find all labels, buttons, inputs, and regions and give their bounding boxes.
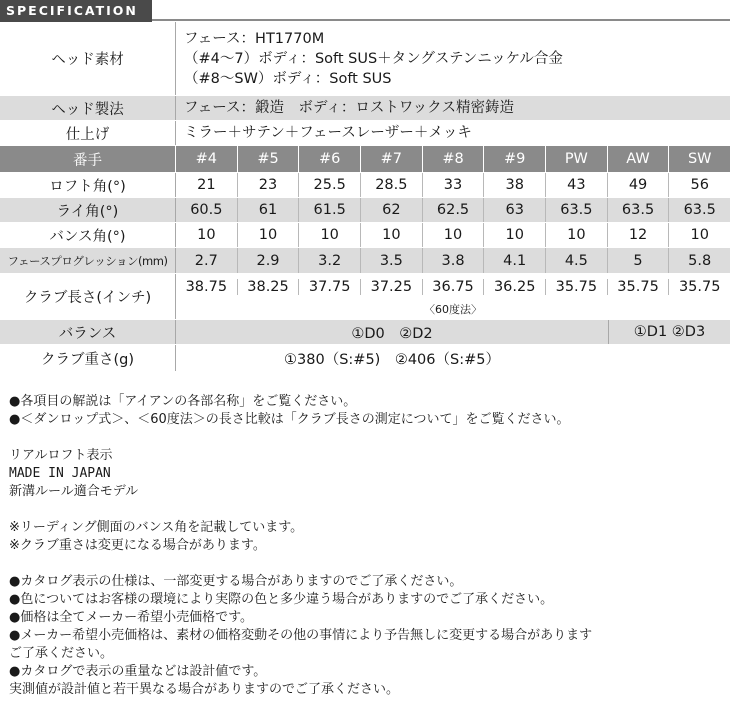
- cell-lie: 62: [360, 198, 422, 222]
- header-rule: [152, 19, 730, 21]
- note-line: ●価格は全てメーカー希望小売価格です。: [9, 610, 254, 625]
- cell-number: #8: [422, 146, 484, 172]
- label-length: クラブ長さ(インチ): [0, 274, 176, 319]
- cell-bounce: 10: [197, 227, 216, 243]
- cell-progression: 3.5: [360, 248, 422, 273]
- note-line: ●＜ダンロップ式＞、＜60度法＞の長さ比較は「クラブ長さの測定について」をご覧ください。: [9, 412, 570, 427]
- value-weight: ①380（S:#5) ②406（S:#5）: [284, 351, 500, 368]
- cell-loft: 33: [422, 173, 484, 197]
- row-head-method: [0, 96, 730, 121]
- cell-length: 38.75: [185, 278, 228, 295]
- cell-bounce: 10: [360, 223, 422, 247]
- cell-loft: 38: [483, 173, 545, 197]
- section-header: [0, 0, 152, 22]
- note-line: ご了承ください。: [9, 646, 114, 661]
- cell-bounce: 10: [668, 223, 730, 247]
- label-head-material: ヘッド素材: [0, 22, 176, 95]
- cell-number: #9: [483, 146, 545, 172]
- cell-bounce: 10: [237, 223, 299, 247]
- cell-loft: 43: [545, 173, 607, 197]
- note-line: MADE IN JAPAN: [9, 466, 111, 481]
- cell-lie: 63.5: [607, 198, 669, 222]
- bounce-cells: [176, 223, 730, 247]
- loft-cells: [176, 173, 730, 197]
- note-spacer: [9, 501, 724, 519]
- cell-number: #6: [298, 146, 360, 172]
- cell-lie: 61: [237, 198, 299, 222]
- row-progression: [0, 248, 730, 274]
- length-method-note: 〈60度法〉: [424, 303, 482, 316]
- cell-progression: 2.9: [237, 248, 299, 273]
- cell-bounce: 10: [298, 223, 360, 247]
- head-material-line: （#4〜7）ボディ：Soft SUS＋タングステンニッケル合金: [184, 50, 563, 67]
- cell-length: 37.75: [298, 279, 360, 295]
- cell-bounce: 10: [483, 223, 545, 247]
- row-loft: [0, 173, 730, 198]
- progression-cells: [176, 248, 730, 273]
- cell-lie: 63: [483, 198, 545, 222]
- cell-progression: 5.8: [668, 248, 730, 273]
- note-line: ●カタログ表示の仕様は、一部変更する場合がありますのでご了承ください。: [9, 574, 463, 589]
- cell-progression: 2.7: [194, 252, 218, 269]
- lie-cells: [176, 198, 730, 222]
- row-head-material: [0, 22, 730, 96]
- cell-length: 35.75: [668, 279, 730, 295]
- cell-loft: 28.5: [360, 173, 422, 197]
- cell-length: 36.25: [483, 279, 545, 295]
- cell-loft: 23: [237, 173, 299, 197]
- note-spacer: [9, 555, 724, 573]
- head-material-line: （#8〜SW）ボディ：Soft SUS: [184, 70, 392, 87]
- value-head-material: [184, 22, 563, 95]
- value-head-method: フェース：鍛造 ボディ：ロストワックス精密鋳造: [184, 100, 515, 116]
- note-line: 実測値が設計値と若干異なる場合がありますのでご了承ください。: [9, 682, 400, 697]
- note-line: リアルロフト表示: [9, 448, 113, 463]
- balance-value-irons: ①D0 ②D2: [176, 320, 609, 344]
- note-line: ●各項目の解説は「アイアンの各部名称」をご覧ください。: [9, 394, 357, 409]
- label-progression: フェースプログレッション(mm): [0, 248, 176, 273]
- spec-table: [0, 22, 730, 372]
- row-length: [0, 274, 730, 320]
- note-line: ●メーカー希望小売価格は、素材の価格変動その他の事情により予告無しに変更する場合があります: [9, 628, 593, 643]
- label-finish: 仕上げ: [0, 121, 176, 145]
- cell-length: 37.25: [360, 279, 422, 295]
- cell-lie: 63.5: [668, 198, 730, 222]
- cell-number: #7: [360, 146, 422, 172]
- label-lie: ライ角(°): [0, 198, 176, 222]
- cell-bounce: 10: [422, 223, 484, 247]
- cell-loft: 25.5: [298, 173, 360, 197]
- note-line: ※リーディング側面のバンス角を記載しています。: [9, 520, 304, 535]
- cell-lie: 63.5: [545, 198, 607, 222]
- note-spacer: [9, 429, 724, 447]
- cell-progression: 3.8: [422, 248, 484, 273]
- cell-number: PW: [545, 146, 607, 172]
- row-lie: [0, 198, 730, 223]
- cell-length: 35.75: [607, 279, 669, 295]
- cell-length: 36.75: [422, 279, 484, 295]
- section-title: SPECIFICATION: [6, 3, 138, 18]
- balance-value-wedges: ①D1 ②D3: [633, 324, 706, 340]
- label-weight: クラブ重さ(g): [0, 345, 176, 371]
- cell-length: 38.25: [237, 279, 299, 295]
- label-bounce: バンス角(°): [0, 223, 176, 247]
- cell-progression: 4.1: [483, 248, 545, 273]
- label-head-method: ヘッド製法: [0, 96, 176, 120]
- note-line: ●カタログで表示の重量などは設計値です。: [9, 664, 267, 679]
- label-balance: バランス: [0, 320, 176, 344]
- note-line: ※クラブ重さは変更になる場合があります。: [9, 538, 266, 553]
- cell-lie: 61.5: [298, 198, 360, 222]
- row-balance: [0, 320, 730, 345]
- cell-number: SW: [668, 146, 730, 172]
- cell-number: #5: [237, 146, 299, 172]
- cell-number: AW: [607, 146, 669, 172]
- cell-lie: 62.5: [422, 198, 484, 222]
- length-cells: [176, 274, 730, 299]
- cell-bounce: 12: [607, 223, 669, 247]
- number-cells: [176, 146, 730, 172]
- cell-loft: 49: [607, 173, 669, 197]
- cell-progression: 5: [607, 248, 669, 273]
- cell-bounce: 10: [545, 223, 607, 247]
- row-number: [0, 146, 730, 173]
- note-line: ●色についてはお客様の環境により実際の色と多少違う場合がありますのでご了承ください。: [9, 592, 554, 607]
- cell-loft: 21: [197, 177, 216, 193]
- label-number: 番手: [0, 146, 176, 172]
- cell-loft: 56: [668, 173, 730, 197]
- head-material-line: フェース：HT1770M: [184, 30, 325, 47]
- cell-number: #4: [195, 151, 218, 167]
- cell-lie: 60.5: [190, 202, 223, 218]
- row-weight: [0, 345, 730, 372]
- cell-length: 35.75: [545, 279, 607, 295]
- label-loft: ロフト角(°): [0, 173, 176, 197]
- cell-progression: 4.5: [545, 248, 607, 273]
- value-finish: ミラー＋サテン＋フェースレーザー＋メッキ: [184, 125, 472, 141]
- row-bounce: [0, 223, 730, 248]
- note-line: 新溝ルール適合モデル: [9, 484, 139, 499]
- row-finish: [0, 121, 730, 146]
- notes: [9, 393, 724, 699]
- cell-progression: 3.2: [298, 248, 360, 273]
